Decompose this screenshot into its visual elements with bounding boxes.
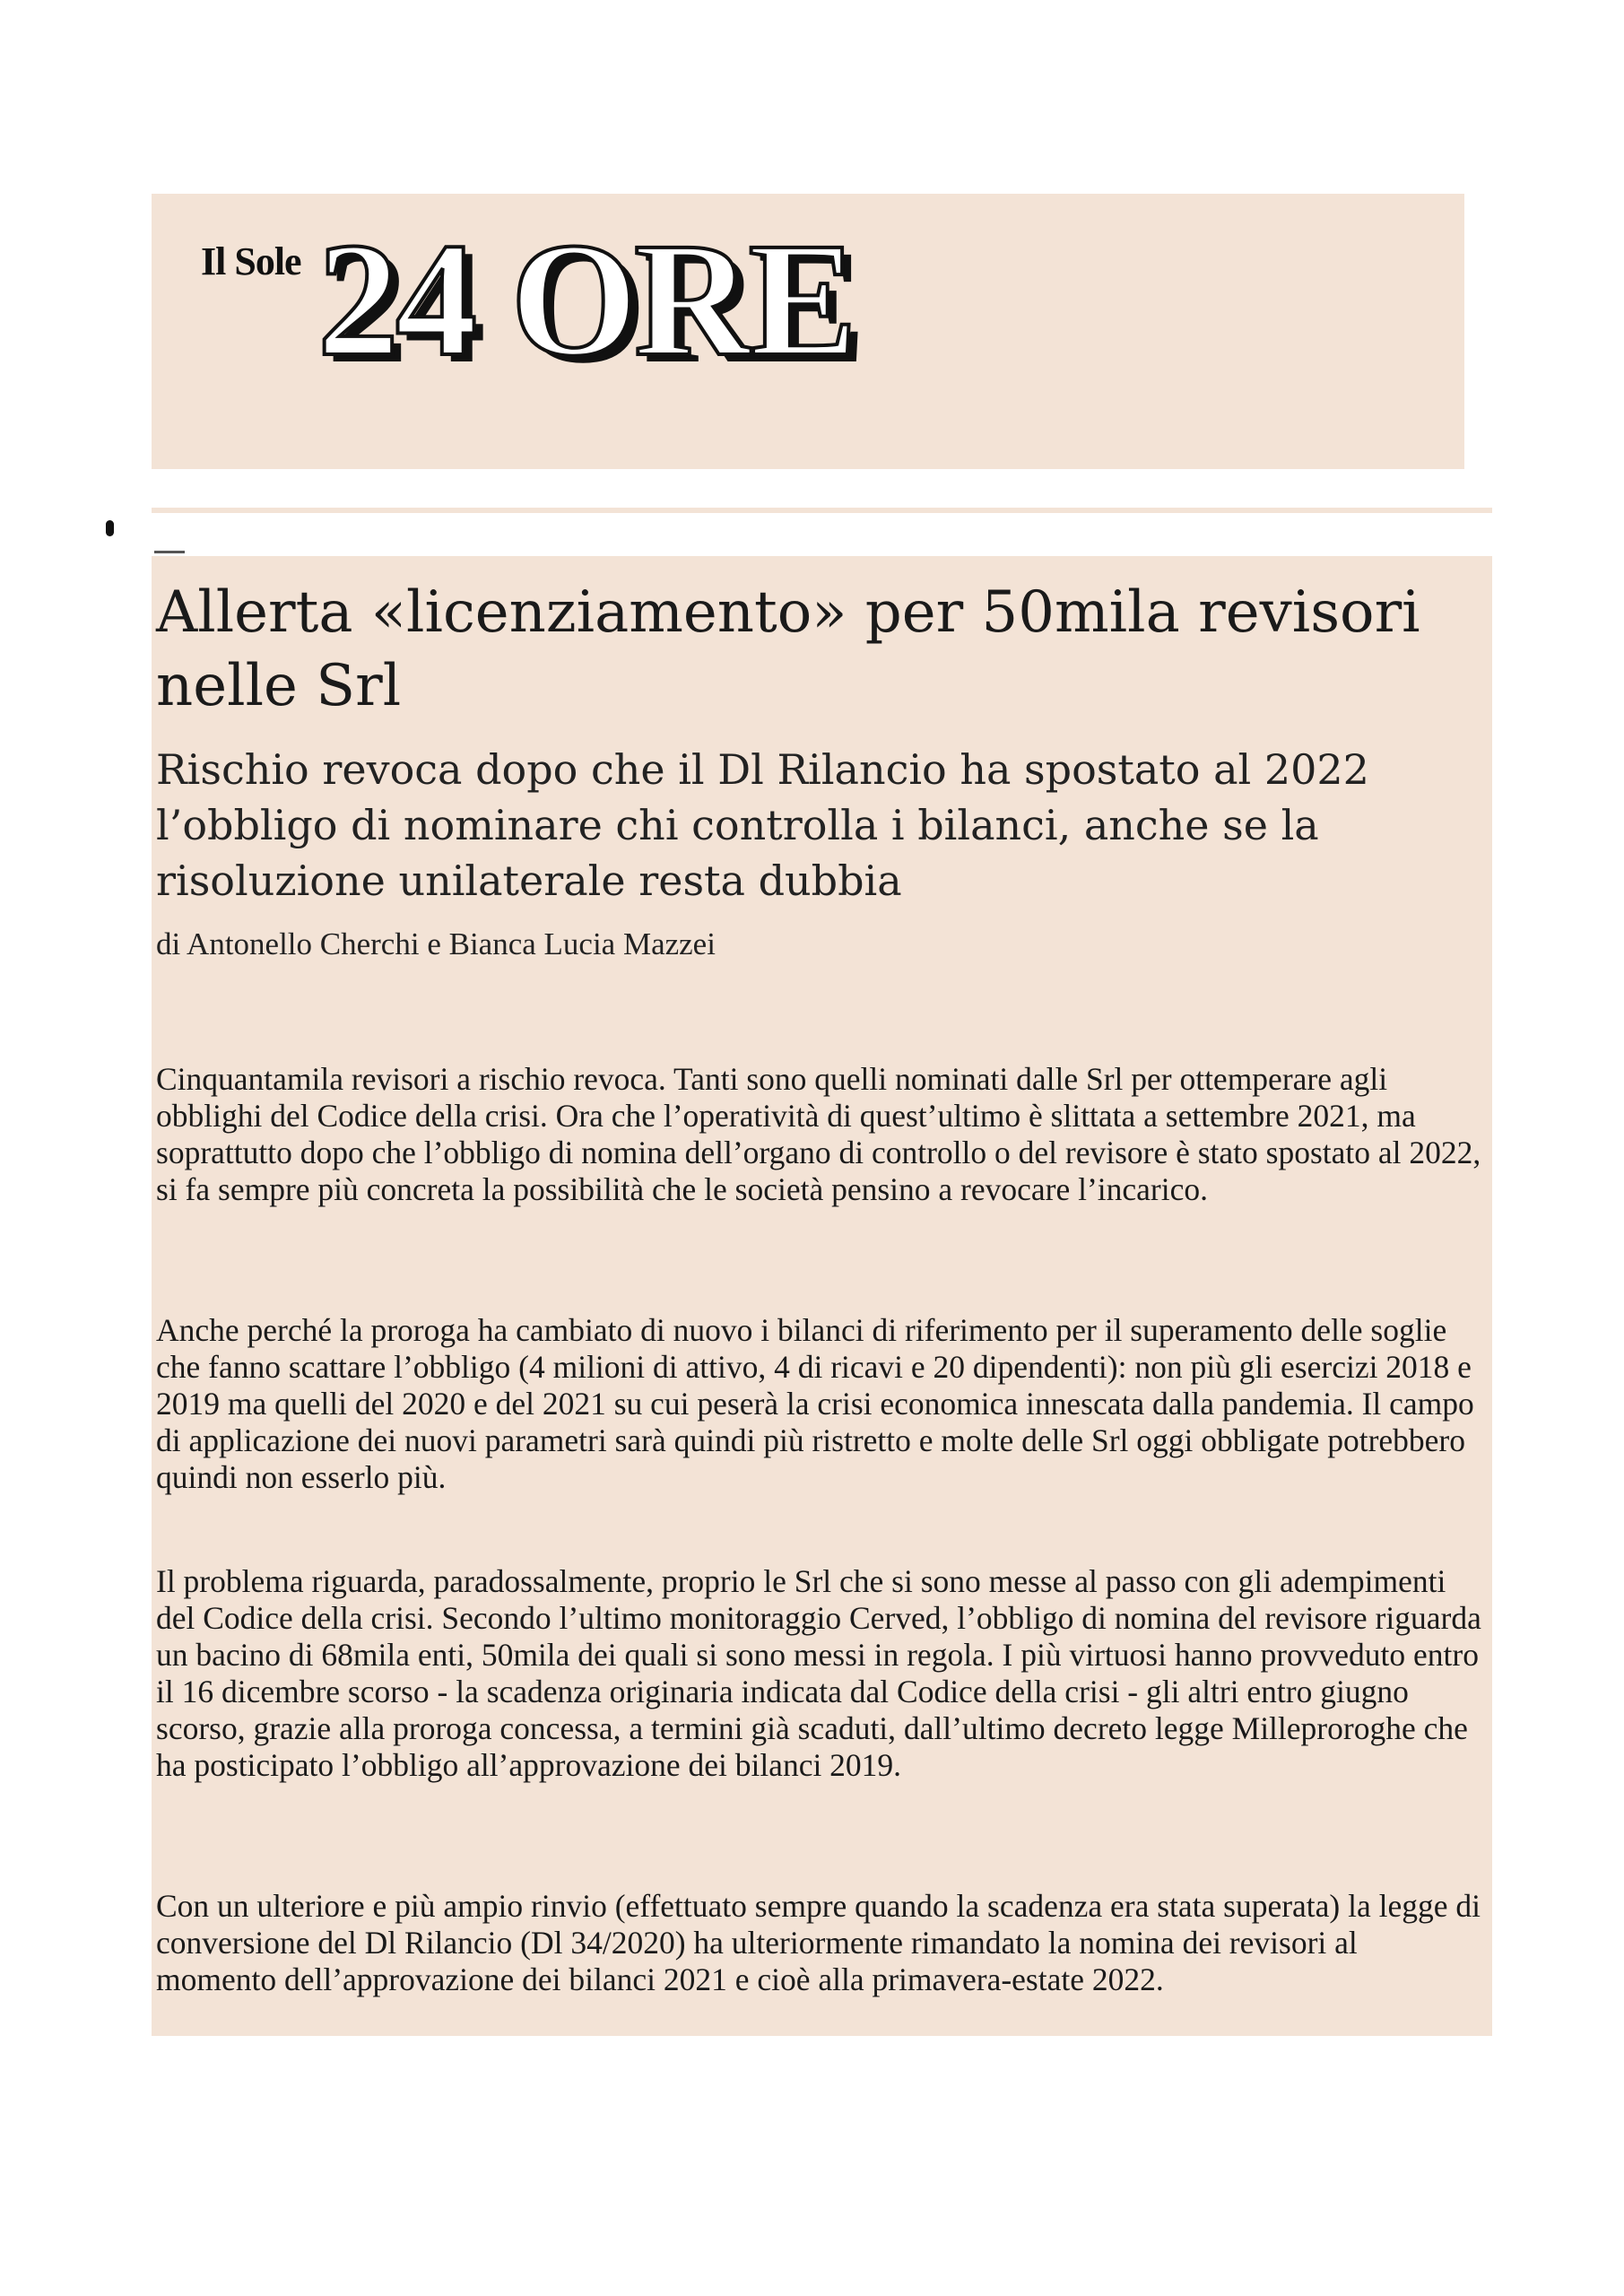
article-headline: Allerta «licenziamento» per 50mila revisori nelle Srl (156, 579, 1420, 719)
article-subheadline: Rischio revoca dopo che il Dl Rilancio ha spostato al 2022 l’obbligo di nominare chi controlla i bilanci, anche se la risoluzione unilaterale resta dubbia (156, 745, 1369, 905)
article-paragraph: Cinquantamila revisori a rischio revoca. Tanti sono quelli nominati dalle Srl per ottemperare agli obblighi del Codice della crisi. Ora che l’operatività di quest’ultimo è slittata a settembre 2021, ma soprattutto dopo che l’obbligo di nomina dell’organo di controllo o del revisore è stato spostato al 2022, si fa sempre più concreta la possibilità che le società pensino a revocare l’incarico. (156, 1061, 1481, 1207)
article-paragraph: Con un ulteriore e più ampio rinvio (effettuato sempre quando la scadenza era stata superata) la legge di conversione del Dl Rilancio (Dl 34/2020) ha ulteriormente rimandato la nomina dei revisori al momento dell’approvazione dei bilanci 2021 e cioè alla primavera-estate 2022. (156, 1888, 1481, 1997)
logo-24-ore: 24 ORE (317, 210, 854, 390)
article-paragraph: Il problema riguarda, paradossalmente, proprio le Srl che si sono messe al passo con gli adempimenti del Codice della crisi. Secondo l’ultimo monitoraggio Cerved, l’obbligo di nomina del revisore riguarda un bacino di 68mila enti, 50mila dei quali si sono messi in regola. I più virtuosi hanno provveduto entro il 16 dicembre scorso - la scadenza originaria indicata dal Codice della crisi - gli altri entro giugno scorso, grazie alla proroga concessa, a termini già scaduti, dall’ultimo decreto legge Milleproroghe che ha posticipato l’obbligo all’approvazione dei bilanci 2019. (156, 1563, 1481, 1783)
small-rule (154, 551, 185, 553)
masthead (152, 194, 1464, 469)
article-byline: di Antonello Cherchi e Bianca Lucia Mazzei (156, 926, 716, 961)
article-paragraph: Anche perché la proroga ha cambiato di nuovo i bilanci di riferimento per il superamento delle soglie che fanno scattare l’obbligo (4 milioni di attivo, 4 di ricavi e 20 dipendenti): non più gli esercizi 2018 e 2019 ma quelli del 2020 e del 2021 su cui peserà la crisi economica innescata dalla pandemia. Il campo di applicazione dei nuovi parametri sarà quindi più ristretto e molte delle Srl oggi obbligate potrebbero quindi non esserlo più. (156, 1312, 1474, 1495)
logo-il-sole: Il Sole (201, 239, 301, 283)
article-body (152, 556, 1492, 2036)
header-divider (152, 508, 1492, 513)
bullet-mark (106, 520, 114, 536)
